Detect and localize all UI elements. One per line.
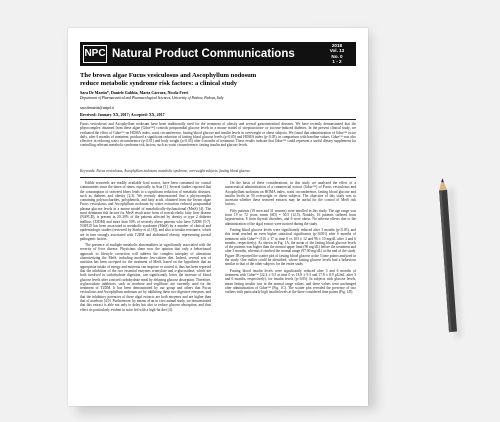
abstract: Fucus vesiculosus and Ascophyllum nodosum have been traditionally used for the treatment of obesity and several gastrointestinal diseases. We have recently demonstrated that the phytocomplex obtained from these algae (Gdue™) controls postprandial glucose levels in a mouse model of streptozotocin- or sucrose-induced diabetes. In the present clinical study, we evaluated the effect of Gdue™ on HOMA index, waist circumference, fasting blood glucose and insulin levels in overweight or obese subjects. We found that administration of Gdue™ twice daily, after 6 months of treatment, produced a significant reduction of fasting blood glucose levels (p<0.05) and HOMA index (p<0.05), in comparison with baseline values. Gdue™ was also effective in reducing waist circumference (p<0.01) and body weight (p<0.05) after 6 months of treatment. These results indicate that Gdue™ could represent a useful dietary supplement for controlling relevant metabolic syndrome risk factors, such as waist circumference, fasting insulin and glucose levels. [80,122,356,148]
article-title-line: The brown algae Fucus vesiculosus and Ascophyllum nodosum [80,72,257,79]
article-title-line: reduce metabolic syndrome risk factors: a clinical study [80,79,238,87]
authors: Sara De Martin*, Daniele Gabbia, Marta Carrara, Nicola Ferri [80,90,189,95]
paragraph: On the basis of these considerations, in this study we analyzed the effect of a nutraceutical administration of a commercial extract (Gdue™) of Fucus vesiculosus and Ascophyllum nodosum on HOMA index, waist circumference, fasting blood glucose and insulin levels in 50 overweight or obese subjects. The objective of this study was to ascertain whether these seaweed extracts may be useful for the control of MetS risk factors. [225,181,356,207]
paragraph: Edible seaweeds are readily available food source, have been consumed for coastal communities since the dawn of times, especially in Asia [1]. Several studies reported that the consumption of seaweed fibers leads to a significant reduction of metabolic diseases, such as diabetes and obesity [2,3]. We recently demonstrated that a phytocomplex containing polysaccharides, polyphenols, and fatty acids, obtained from the brown algae Fucus vesiculosus and Ascophyllum nodosum by water extraction reduced postprandial plasma glucose levels in a mouse model of metabolically-dysfunctional (MetS) [4]. The most dominant risk factors for MetS result arise from of non-alcoholic fatty liver disease (NAFLD), is present in 20–30% of the patients affected by obesity or type 2 diabetes mellitus (T2DM) and more than 50% of severely obese patients who have T2DM [5-7]. NAFLD has been associated to metabolic syndrome (MetS) by a number of clinical and epidemiologic studies (reviewed by Starley et al. [8]), and also to insulin resistance, which are in turn strongly associated with T2DM and abdominal obesity, representing pivotal pathogenic factors. [80,181,211,241]
affiliation: Department of Pharmaceutical and Pharmacological Sciences, University of Padova, Padova, Italy [80,96,224,100]
paragraph: Fasting blood insulin levels were significantly reduced after 3 and 6 months of treatment with Gdue™ (22.4 ± 9.5 at time 0 vs 18.8 ± 9.3 and 17.8 ± 8.9 µU/mL after 3 and 6 months, respectively), for insulin levels (p<0.05). In subjects with glucose levels, mean fasting insulin was in the normal range values, and these values were unchanged after administration of Gdue™ (Fig. 1C). The scatter plot revealed the presence of two outliers with particularly high insulin levels at the three considered time points (Fig. 1D). [225,268,356,295]
corresponding-email: sara.demartin@unipd.it [80,106,114,110]
paragraph: Fifty patients (19 men and 31 women) were enrolled in this study. The age range was from 19 to 72 years, mean (SD) = 50.5 (12.5). Notably, 16 patients suffered from hypertension, 8 from thyroid disorders, and 6 were obese. No adverse effects due to the administration of the algal extract were noticed during the study. [225,208,356,226]
issue-year: 2018 [331,43,343,48]
issue-number: No. 0 [331,53,343,59]
paragraph: Fasting blood glucose levels were significantly reduced after 3 months (p<0.05), and this trend reached an even higher statistical significance (p<0.001) after 6 months of treatment with Gdue™ (110 ± 17 at time 0 vs 103 ± 12 and 96 ± 10 mg/dL after 3 and 6 months, respectively). As shown in Fig. 1A, the mean of the fasting blood glucose levels of the patients was higher than the normal upper limit (90 mg/dL) before the treatment and after 3 months, whereas it reached the normal range (97.00 mg/dL) at the end of the study. Figure 1B reported the scatter plot of fasting blood glucose at the 3 time points analyzed in the study. One outlier could be identified, whose fasting glucose levels had a behaviour similar to that of the other subjects for the entire study. [225,227,356,267]
keywords: Keywords: Fucus vesiculosus, Ascophyllum nodosum, metabolic syndrome, overweight subjects, fasting blood glucose. [80,169,251,173]
received-dates: Received: January XX, 2017; Accepted: XX, 2017 [80,112,165,117]
issue-pages: 1 - 2 [332,58,342,64]
journal-logo: NPC [83,45,107,63]
paragraph: The presence of multiple metabolic abnormalities in significantly associated with the severity of liver disease. Physicians share now the opinion that only a behavioural approach to lifestyle correction will address the complex interplay of alterations characterizing the MetS, including moderate low-calorie diet. Indeed, several sets of nutrition has been accepted for the treatment of MetS, based on the hypothesis that an appropriate intake of energy and nutrients can improve or control it, thus has been reported that the inhibition of the two essential enzymes α-amylase and α-glucosidase, which are both involved in carbohydrate digestion, can significantly lower the increase of blood glucose levels after a mixed carbohydrate meal by delaying glucose absorption. Therefore, α-glucosidase inhibitors, such as acarbose and voglibose, are currently used for the treatment of T2DM. It has been demonstrated by our group and others that Fucus vesiculosus and Ascophyllum nodosum act by inhibiting these two digestive enzymes, and that the inhibitory potencies of these algal extracts are both enzymes and are higher than that of acarbose [4,9]. Furthermore, by means of an in vivo animal study, we demonstrated that this extract is able not only to delay but also to reduce glucose absorption, and thus effect its particularly evident in mice fed with a high-fat diet [4]. [80,243,211,312]
issue-volume: Vol. 13 [329,48,345,54]
journal-name: Natural Product Communications [112,48,295,60]
